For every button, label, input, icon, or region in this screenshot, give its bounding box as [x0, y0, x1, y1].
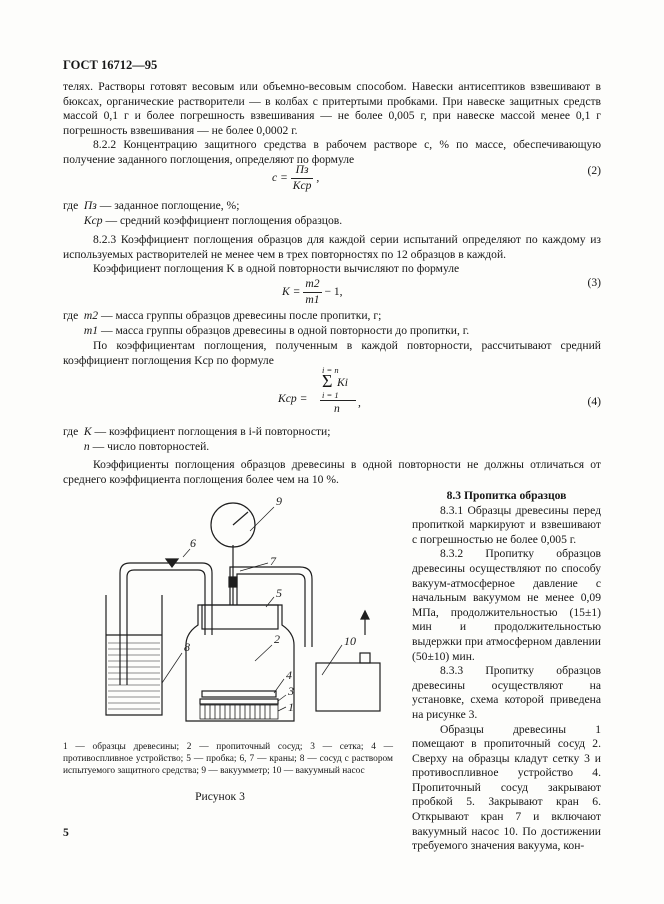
- definition-symbol: m1: [83, 323, 99, 337]
- definition-row: [63, 199, 601, 214]
- page-number: 5: [63, 826, 69, 839]
- paragraph-deviation: Коэффициенты поглощения образцов древесины в одной повторности не должны отличаться от среднего коэффициента поглощения более чем на 10 %.: [63, 458, 601, 486]
- formula-4-sum-variable: Ki: [337, 376, 348, 389]
- label-7: 7: [270, 554, 276, 568]
- label-2: 2: [274, 632, 280, 646]
- definition-symbol: Пз: [83, 199, 97, 212]
- definition-symbol: n: [83, 439, 90, 453]
- label-10: 10: [344, 634, 356, 648]
- definition-row: [63, 324, 601, 339]
- definition-lead: где: [63, 309, 79, 322]
- definition-row: [63, 440, 601, 455]
- definition-row: [63, 214, 601, 229]
- formula-2-denominator: Kср: [292, 178, 312, 192]
- label-6: 6: [190, 536, 196, 550]
- formula-4-fraction-bar: [320, 400, 356, 401]
- siphon-tube-inner: [127, 570, 205, 685]
- definition-text: — масса группы образцов древесины в одной повторности до пропитки, г.: [100, 323, 470, 337]
- definition-text: — масса группы образцов древесины после пропитки, г;: [100, 309, 382, 322]
- formula-3-tail: − 1,: [324, 284, 343, 298]
- formula-4-denominator: n: [334, 402, 340, 415]
- equation-number-2: (2): [587, 164, 601, 177]
- pump-fitting: [360, 653, 370, 663]
- definitions-2: [63, 199, 601, 228]
- formula-3: [282, 277, 343, 307]
- definition-text: — коэффициент поглощения в i-й повторности;: [94, 425, 331, 438]
- paragraph-8-2-3: 8.2.3 Коэффициент поглощения образцов для каждой серии испытаний определяют по каждому из используемых растворителей не менее чем в трех повторностях по 12 образцов в каждой.: [63, 233, 601, 261]
- equation-number-4: (4): [587, 395, 601, 408]
- formula-4-tail: ,: [358, 396, 361, 409]
- label-1: 1: [288, 700, 294, 714]
- paragraph-solutions: телях. Растворы готовят весовым или объемно-весовым способом. Навески антисептиков взвешивают в бюксах, органические растворители — в колбах с притертыми пробками. При навеске защитных средств массой 0,1 г и более погрешность взвешивания — не более 0,005 г, при навеске массой менее 0,1 г погрешность взвешивания — не более 0,0002 г.: [63, 80, 601, 137]
- valve-7: [229, 577, 237, 587]
- definition-row: [63, 425, 601, 440]
- definition-row: [63, 309, 601, 324]
- formula-4-sum-bottom: i = 1: [322, 390, 339, 400]
- formula-2-lhs: c =: [272, 170, 288, 184]
- definitions-3: [63, 309, 601, 338]
- section-8-3-heading: 8.3 Пропитка образцов: [446, 489, 567, 502]
- formula-3-fraction: [303, 277, 321, 307]
- paragraph-8-2-2: 8.2.2 Концентрацию защитного средства в рабочем растворе c, % по массе, обеспечивающую получение заданного поглощения, определяют по формуле: [63, 138, 601, 166]
- formula-3-denominator: m1: [305, 292, 320, 306]
- formula-4: [278, 366, 388, 418]
- formula-2-numerator: Пз: [291, 163, 314, 179]
- leader-lines: [162, 507, 342, 711]
- definition-text: — заданное поглощение, %;: [99, 199, 240, 212]
- paragraph-average-coefficient: По коэффициентам поглощения, полученным в каждой повторности, рассчитывают средний коэффициент поглощения Kср по формуле: [63, 339, 601, 367]
- figure-3-diagram: [90, 485, 400, 735]
- formula-3-lhs: K =: [282, 284, 301, 298]
- paragraph-8-3-1: 8.3.1 Образцы древесины перед пропиткой маркируют и взвешивают с погрешностью не более 0,005 г.: [412, 503, 601, 546]
- vacuum-tube-inner: [237, 574, 305, 647]
- paragraph-procedure: Образцы древесины 1 помещают в пропиточный сосуд 2. Сверху на образцы кладут сетку 3 и противоспливное устройство 4. Пропиточный сосуд закрывают пробкой 5. Закрывают кран 6. Открывают кран 7 и включают вакуумный насос 10. По достижении требуемого значения вакуума, кон-: [412, 722, 601, 853]
- formula-4-sum-symbol: Σ: [322, 371, 333, 391]
- definition-symbol: Kср: [83, 213, 103, 227]
- mesh: [200, 699, 278, 704]
- definitions-4: [63, 425, 601, 454]
- definition-lead: где: [63, 425, 79, 438]
- exhaust-arrow-head: [361, 611, 369, 619]
- definition-text: — число повторностей.: [92, 439, 210, 453]
- definition-lead: где: [63, 199, 79, 212]
- figure-3-caption: 1 — образцы древесины; 2 — пропиточный сосуд; 3 — сетка; 4 — противоспливное устройство; 5 — пробка; 6, 7 — краны; 8 — сосуд с раствором испытуемого защитного средства; 9 — вакуумметр; 10 — вакуумный насос: [63, 742, 393, 776]
- paragraph-8-3-3: 8.3.3 Пропитку образцов древесины осуществляют на установке, схема которой приведена на рисунке 3.: [412, 664, 601, 721]
- definition-text: — средний коэффициент поглощения образцов.: [105, 213, 343, 227]
- formula-4-lhs: Kср =: [278, 392, 308, 405]
- label-3: 3: [288, 684, 294, 698]
- gauge-needle: [233, 512, 248, 525]
- document-header: ГОСТ 16712—95: [63, 58, 158, 72]
- label-9: 9: [276, 494, 282, 508]
- label-4: 4: [286, 668, 292, 682]
- wood-samples: [200, 705, 278, 719]
- vacuum-tube: [230, 567, 312, 647]
- anti-float-device: [202, 691, 276, 697]
- formula-2: [272, 163, 319, 193]
- definition-symbol: K: [83, 425, 92, 438]
- paragraph-k-formula-intro: Коэффициент поглощения K в одной повторности вычисляют по формуле: [93, 262, 460, 275]
- formula-2-fraction: [291, 163, 314, 193]
- solution-liquid-hatch: [108, 643, 160, 709]
- right-column: [412, 489, 601, 854]
- figure-3-title: Рисунок 3: [195, 790, 245, 803]
- label-5: 5: [276, 586, 282, 600]
- formula-3-numerator: m2: [303, 277, 321, 293]
- equation-number-3: (3): [587, 276, 601, 289]
- formula-2-tail: ,: [316, 170, 320, 184]
- paragraph-8-3-2: 8.3.2 Пропитку образцов древесины осуществляют по способу вакуум-атмосферное давление с начальным вакуумом не менее 0,09 МПа, продолжительностью (15±1) мин и продолжительностью выдержки при атмосферном давлении (50±10) мин.: [412, 547, 601, 663]
- stopper: [202, 605, 278, 629]
- formula-4-sum-top: i = n: [322, 365, 339, 375]
- definition-symbol: m2: [83, 309, 99, 322]
- label-8: 8: [184, 640, 190, 654]
